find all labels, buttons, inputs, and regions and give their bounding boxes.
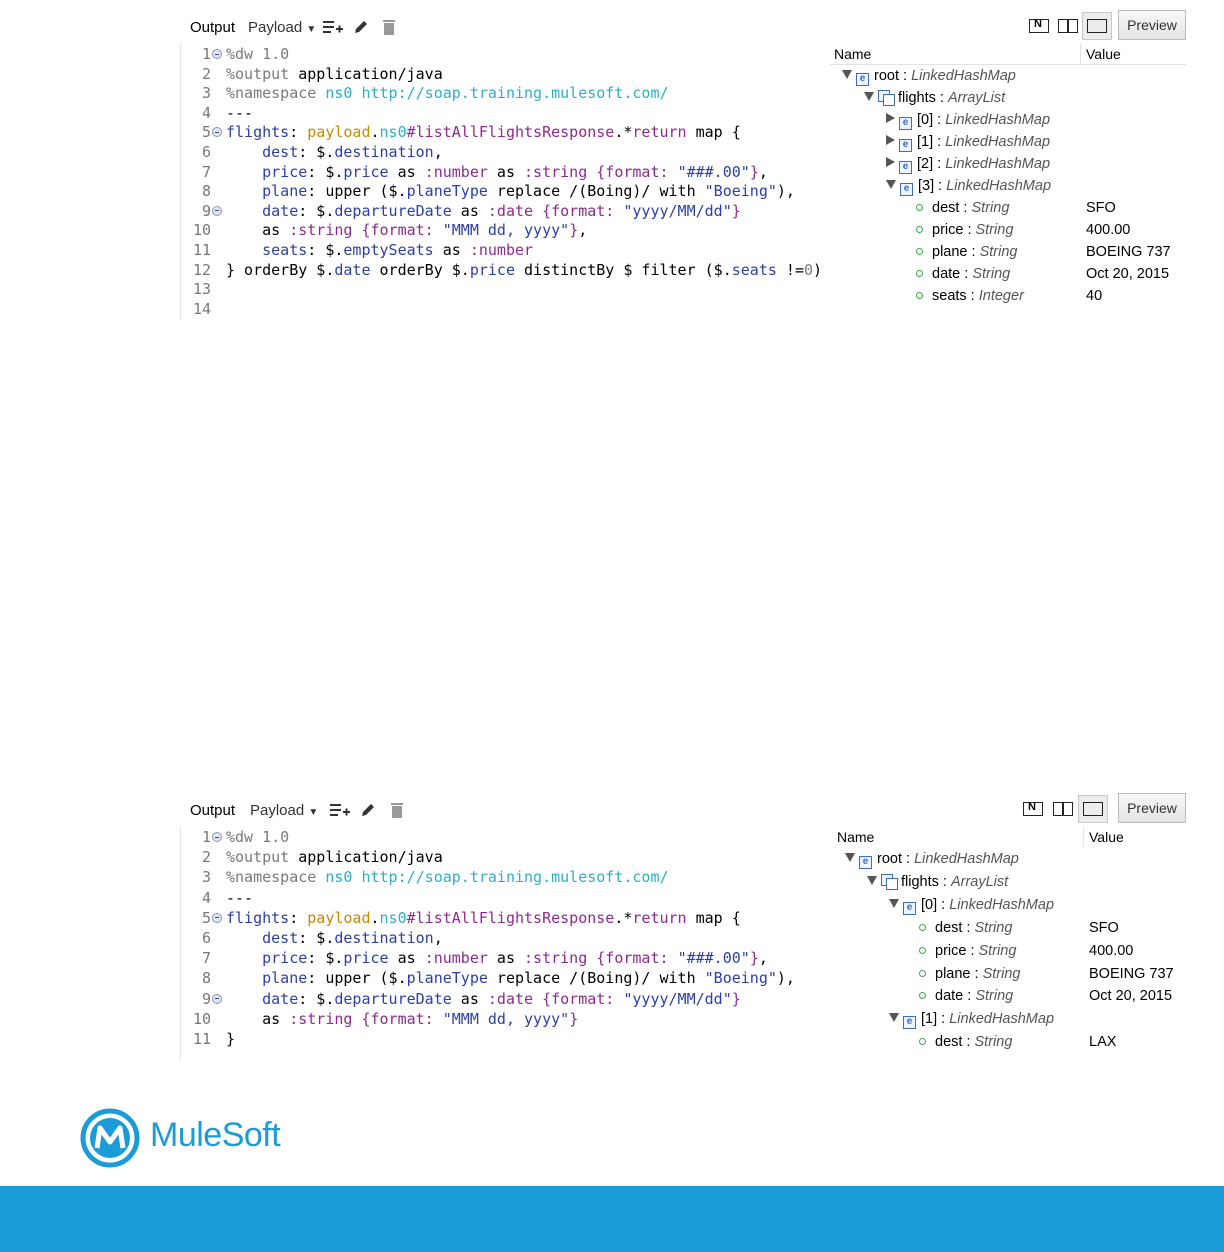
code-text: date: $.departureDate as :date {format: "yyyy/MM/dd"} bbox=[262, 201, 741, 220]
object-icon: e bbox=[899, 161, 912, 174]
node-type: String bbox=[974, 919, 1013, 936]
node-type: LinkedHashMap bbox=[945, 156, 1051, 172]
code-editor[interactable] bbox=[180, 44, 832, 320]
tree-node bbox=[867, 874, 1008, 890]
code-text: plane: upper ($.planeType replace /(Boing)/ with "Boeing"), bbox=[262, 182, 795, 201]
field-icon bbox=[916, 292, 923, 299]
code-text: %dw 1.0 bbox=[226, 45, 290, 63]
view-tree-icon bbox=[1083, 802, 1103, 816]
field-icon bbox=[919, 992, 926, 999]
node-name: flights : bbox=[901, 873, 951, 890]
tree-node bbox=[919, 943, 1016, 959]
node-value: Oct 20, 2015 bbox=[1086, 266, 1170, 282]
code-line[interactable] bbox=[181, 948, 833, 968]
name-column-header: Name bbox=[834, 46, 872, 62]
code-text: price: $.price as :number as :string {format: "###.00"}, bbox=[262, 162, 768, 181]
view-text-icon[interactable] bbox=[1029, 19, 1049, 33]
tree-row[interactable] bbox=[833, 1009, 1189, 1031]
tree-node bbox=[886, 178, 1051, 196]
object-icon: e bbox=[903, 902, 916, 915]
node-type: LinkedHashMap bbox=[949, 896, 1055, 913]
code-line[interactable] bbox=[181, 888, 833, 908]
dropdown-arrow-icon: ▼ bbox=[308, 807, 319, 818]
node-name: [0] : bbox=[917, 112, 946, 128]
collapsed-arrow-icon[interactable] bbox=[886, 135, 895, 145]
footer-bar bbox=[0, 1186, 1224, 1252]
code-line[interactable] bbox=[181, 201, 831, 221]
view-split-icon[interactable] bbox=[1053, 802, 1073, 816]
code-text: --- bbox=[226, 888, 254, 907]
node-type: LinkedHashMap bbox=[949, 1011, 1055, 1028]
tree-node bbox=[916, 266, 1010, 282]
tree-node bbox=[919, 920, 1012, 936]
tree-node bbox=[886, 134, 1050, 152]
value-column-header: Value bbox=[1089, 829, 1124, 845]
line-number: 3 bbox=[201, 84, 211, 103]
fold-toggle-icon[interactable] bbox=[212, 206, 222, 216]
tree-node bbox=[916, 200, 1009, 216]
fold-toggle-icon[interactable] bbox=[212, 127, 222, 137]
node-type: LinkedHashMap bbox=[946, 178, 1052, 194]
field-icon bbox=[919, 970, 926, 977]
dropdown-arrow-icon: ▼ bbox=[306, 24, 317, 35]
payload-label: Payload bbox=[248, 19, 303, 36]
node-name: [0] : bbox=[921, 896, 950, 913]
field-icon bbox=[916, 226, 923, 233]
code-line[interactable] bbox=[181, 83, 831, 103]
node-type: String bbox=[975, 222, 1014, 238]
preview-button[interactable]: Preview bbox=[1118, 10, 1186, 40]
code-line[interactable] bbox=[181, 279, 831, 299]
line-number: 4 bbox=[201, 888, 211, 907]
node-type: LinkedHashMap bbox=[914, 851, 1019, 867]
code-line[interactable] bbox=[181, 1029, 833, 1049]
tree-row[interactable] bbox=[833, 872, 1189, 894]
expanded-arrow-icon[interactable] bbox=[886, 180, 896, 189]
collapsed-arrow-icon[interactable] bbox=[886, 157, 895, 167]
line-number: 2 bbox=[201, 848, 211, 867]
code-line[interactable] bbox=[181, 260, 831, 280]
add-list-icon[interactable] bbox=[322, 18, 344, 36]
value-column-header: Value bbox=[1086, 46, 1121, 62]
line-number: 13 bbox=[192, 280, 211, 299]
view-tree-button[interactable] bbox=[1082, 12, 1112, 40]
expanded-arrow-icon[interactable] bbox=[867, 876, 877, 885]
node-name: plane : bbox=[932, 244, 980, 260]
node-name: price : bbox=[935, 942, 979, 959]
line-number: 5 bbox=[201, 908, 211, 927]
node-name: dest : bbox=[935, 919, 975, 936]
line-number: 2 bbox=[201, 64, 211, 83]
object-icon: e bbox=[899, 117, 912, 130]
code-text: %namespace ns0 http://soap.training.mulesoft.com/ bbox=[226, 868, 669, 887]
pencil-icon[interactable] bbox=[352, 18, 370, 36]
tree-row[interactable] bbox=[833, 986, 1189, 1008]
view-tree-icon bbox=[1087, 19, 1107, 33]
line-number: 4 bbox=[201, 103, 211, 122]
node-value: BOEING 737 bbox=[1086, 244, 1171, 260]
output-label: Output bbox=[190, 19, 236, 36]
list-icon bbox=[878, 90, 894, 104]
code-editor[interactable] bbox=[180, 827, 834, 1059]
code-line[interactable] bbox=[181, 103, 831, 123]
node-value: Oct 20, 2015 bbox=[1089, 988, 1173, 1005]
code-line[interactable] bbox=[181, 44, 831, 64]
code-line[interactable] bbox=[181, 181, 831, 201]
code-text: plane: upper ($.planeType replace /(Boing)/ with "Boeing"), bbox=[262, 969, 795, 988]
tree-node bbox=[916, 244, 1017, 260]
code-text: flights: payload.ns0#listAllFlightsResponse.*return map { bbox=[226, 123, 741, 142]
node-value: BOEING 737 bbox=[1089, 965, 1174, 982]
tree-row[interactable] bbox=[833, 941, 1189, 963]
node-type: ArrayList bbox=[947, 90, 1006, 106]
node-type: String bbox=[979, 244, 1018, 260]
node-value: SFO bbox=[1089, 919, 1119, 936]
view-tree-button[interactable] bbox=[1078, 795, 1108, 823]
dataweave-panel-1 bbox=[180, 10, 1186, 320]
add-list-icon[interactable] bbox=[329, 801, 351, 819]
tree-row[interactable] bbox=[833, 895, 1189, 917]
node-value: 400.00 bbox=[1089, 942, 1134, 959]
node-name: root : bbox=[874, 68, 912, 84]
line-number: 10 bbox=[192, 221, 211, 240]
expanded-arrow-icon[interactable] bbox=[842, 70, 852, 79]
tree-row[interactable] bbox=[830, 242, 1186, 264]
line-number: 11 bbox=[192, 1030, 211, 1048]
object-icon: e bbox=[856, 73, 869, 86]
tree-node bbox=[886, 156, 1050, 174]
payload-dropdown[interactable] bbox=[250, 802, 318, 819]
line-number: 7 bbox=[201, 949, 211, 968]
preview-button[interactable]: Preview bbox=[1118, 793, 1186, 823]
mulesoft-m-icon bbox=[80, 1108, 140, 1168]
code-line[interactable] bbox=[181, 989, 833, 1009]
tree-row[interactable] bbox=[830, 110, 1186, 132]
node-value: 40 bbox=[1086, 288, 1103, 304]
node-value: SFO bbox=[1086, 200, 1116, 216]
tree-node bbox=[889, 897, 1054, 915]
trash-icon[interactable] bbox=[390, 801, 404, 819]
column-divider[interactable] bbox=[1083, 827, 1084, 847]
list-icon bbox=[881, 874, 897, 888]
object-icon: e bbox=[903, 1016, 916, 1029]
tree-row[interactable] bbox=[833, 964, 1189, 986]
code-line[interactable] bbox=[181, 142, 831, 162]
collapsed-arrow-icon[interactable] bbox=[886, 113, 895, 123]
tree-node bbox=[916, 288, 1024, 304]
node-name: dest : bbox=[932, 200, 972, 216]
fold-toggle-icon[interactable] bbox=[212, 913, 222, 923]
node-value: LAX bbox=[1089, 1034, 1117, 1051]
node-type: ArrayList bbox=[950, 873, 1009, 890]
line-number: 6 bbox=[201, 929, 211, 947]
code-line[interactable] bbox=[181, 64, 831, 84]
node-type: Integer bbox=[978, 288, 1024, 304]
node-name: [1] : bbox=[921, 1011, 950, 1028]
trash-icon[interactable] bbox=[382, 18, 396, 36]
node-name: root : bbox=[877, 851, 915, 867]
line-number: 5 bbox=[201, 123, 211, 142]
tree-row[interactable] bbox=[830, 154, 1186, 176]
tree-row[interactable] bbox=[833, 918, 1189, 940]
output-tree bbox=[830, 44, 1186, 320]
code-text: dest: $.destination, bbox=[262, 143, 443, 161]
payload-label: Payload bbox=[250, 802, 305, 819]
expanded-arrow-icon[interactable] bbox=[889, 899, 899, 908]
output-tree bbox=[833, 827, 1186, 1059]
mulesoft-logo bbox=[80, 1108, 290, 1168]
node-name: date : bbox=[932, 266, 973, 282]
node-name: [3] : bbox=[918, 178, 947, 194]
field-icon bbox=[916, 270, 923, 277]
node-type: LinkedHashMap bbox=[945, 134, 1051, 150]
node-name: plane : bbox=[935, 965, 983, 982]
line-number: 8 bbox=[201, 969, 211, 988]
node-type: LinkedHashMap bbox=[911, 68, 1016, 84]
tree-row[interactable] bbox=[833, 849, 1189, 871]
tree-row[interactable] bbox=[830, 220, 1186, 242]
line-number: 9 bbox=[201, 989, 211, 1008]
code-text: %dw 1.0 bbox=[226, 828, 290, 846]
tree-row[interactable] bbox=[830, 88, 1186, 110]
field-icon bbox=[919, 947, 926, 954]
tree-header bbox=[833, 827, 1189, 847]
tree-row[interactable] bbox=[830, 286, 1186, 308]
tree-node bbox=[886, 112, 1050, 130]
code-line[interactable] bbox=[181, 162, 831, 182]
code-line[interactable] bbox=[181, 847, 833, 867]
node-name: dest : bbox=[935, 1034, 975, 1051]
line-number: 12 bbox=[192, 260, 211, 279]
field-icon bbox=[919, 924, 926, 931]
logo-text: MuleSoft bbox=[150, 1116, 281, 1154]
node-type: String bbox=[978, 942, 1017, 959]
expanded-arrow-icon[interactable] bbox=[864, 92, 874, 101]
tree-header bbox=[830, 44, 1186, 65]
object-icon: e bbox=[900, 183, 913, 196]
tree-node bbox=[919, 988, 1013, 1004]
tree-row[interactable] bbox=[830, 264, 1186, 286]
column-divider[interactable] bbox=[1080, 44, 1081, 64]
code-line[interactable] bbox=[181, 867, 833, 887]
output-toolbar bbox=[180, 793, 1186, 827]
tree-node bbox=[845, 851, 1019, 869]
code-text: %output application/java bbox=[226, 848, 443, 867]
tree-row[interactable] bbox=[833, 1032, 1189, 1054]
code-text: dest: $.destination, bbox=[262, 929, 443, 947]
fold-toggle-icon[interactable] bbox=[212, 49, 222, 59]
tree-row[interactable] bbox=[830, 132, 1186, 154]
dataweave-panel-2 bbox=[180, 793, 1186, 1063]
tree-row[interactable] bbox=[830, 198, 1186, 220]
pencil-icon[interactable] bbox=[359, 801, 377, 819]
line-number: 6 bbox=[201, 143, 211, 161]
tree-row[interactable] bbox=[830, 176, 1186, 198]
fold-toggle-icon[interactable] bbox=[212, 832, 222, 842]
line-number: 1 bbox=[201, 45, 211, 63]
tree-node bbox=[842, 68, 1016, 86]
node-type: String bbox=[972, 266, 1011, 282]
node-name: price : bbox=[932, 222, 976, 238]
code-text: as :string {format: "MMM dd, yyyy"} bbox=[226, 1009, 579, 1028]
code-text: as :string {format: "MMM dd, yyyy"}, bbox=[226, 221, 588, 240]
line-number: 3 bbox=[201, 868, 211, 887]
code-line[interactable] bbox=[181, 240, 831, 260]
node-type: String bbox=[975, 988, 1014, 1005]
tree-row[interactable] bbox=[830, 66, 1186, 88]
line-number: 14 bbox=[192, 299, 211, 318]
output-toolbar bbox=[180, 10, 1186, 44]
line-number: 8 bbox=[201, 182, 211, 201]
node-name: date : bbox=[935, 988, 976, 1005]
code-line[interactable] bbox=[181, 928, 833, 948]
output-label: Output bbox=[190, 802, 236, 819]
tree-node bbox=[919, 1034, 1012, 1050]
node-name: flights : bbox=[898, 90, 948, 106]
node-type: String bbox=[974, 1034, 1013, 1051]
node-type: String bbox=[971, 200, 1010, 216]
expanded-arrow-icon[interactable] bbox=[845, 853, 855, 862]
node-name: [1] : bbox=[917, 134, 946, 150]
line-number: 7 bbox=[201, 162, 211, 181]
code-text: %namespace ns0 http://soap.training.mulesoft.com/ bbox=[226, 84, 669, 103]
field-icon bbox=[916, 204, 923, 211]
code-line[interactable] bbox=[181, 908, 833, 928]
expanded-arrow-icon[interactable] bbox=[889, 1013, 899, 1022]
view-text-icon[interactable] bbox=[1023, 802, 1043, 816]
code-line[interactable] bbox=[181, 122, 831, 142]
line-number: 10 bbox=[192, 1009, 211, 1028]
node-type: String bbox=[982, 965, 1021, 982]
code-text: } bbox=[226, 1030, 236, 1048]
node-name: [2] : bbox=[917, 156, 946, 172]
node-type: LinkedHashMap bbox=[945, 112, 1051, 128]
code-line[interactable] bbox=[181, 968, 833, 988]
code-text: --- bbox=[226, 103, 254, 122]
payload-dropdown[interactable] bbox=[248, 19, 316, 36]
node-name: seats : bbox=[932, 288, 979, 304]
code-text: %output application/java bbox=[226, 64, 443, 83]
object-icon: e bbox=[899, 139, 912, 152]
code-line[interactable] bbox=[181, 827, 833, 847]
tree-node bbox=[889, 1011, 1054, 1029]
name-column-header: Name bbox=[837, 829, 875, 845]
tree-node bbox=[864, 90, 1005, 106]
code-line[interactable] bbox=[181, 299, 831, 319]
line-number: 1 bbox=[201, 828, 211, 846]
line-number: 11 bbox=[192, 241, 211, 259]
line-number: 9 bbox=[201, 201, 211, 220]
code-text: seats: $.emptySeats as :number bbox=[262, 241, 534, 259]
code-text: flights: payload.ns0#listAllFlightsResponse.*return map { bbox=[226, 908, 741, 927]
node-value: 400.00 bbox=[1086, 222, 1131, 238]
view-split-icon[interactable] bbox=[1058, 19, 1078, 33]
tree-node bbox=[916, 222, 1013, 238]
object-icon: e bbox=[859, 856, 872, 869]
code-text: price: $.price as :number as :string {format: "###.00"}, bbox=[262, 949, 768, 968]
tree-node bbox=[919, 966, 1020, 982]
code-line[interactable] bbox=[181, 1009, 833, 1029]
code-text: date: $.departureDate as :date {format: "yyyy/MM/dd"} bbox=[262, 989, 741, 1008]
code-line[interactable] bbox=[181, 220, 831, 240]
field-icon bbox=[919, 1038, 926, 1045]
field-icon bbox=[916, 248, 923, 255]
fold-toggle-icon[interactable] bbox=[212, 994, 222, 1004]
code-text: } orderBy $.date orderBy $.price distinctBy $ filter ($.seats !=0) bbox=[226, 260, 823, 279]
